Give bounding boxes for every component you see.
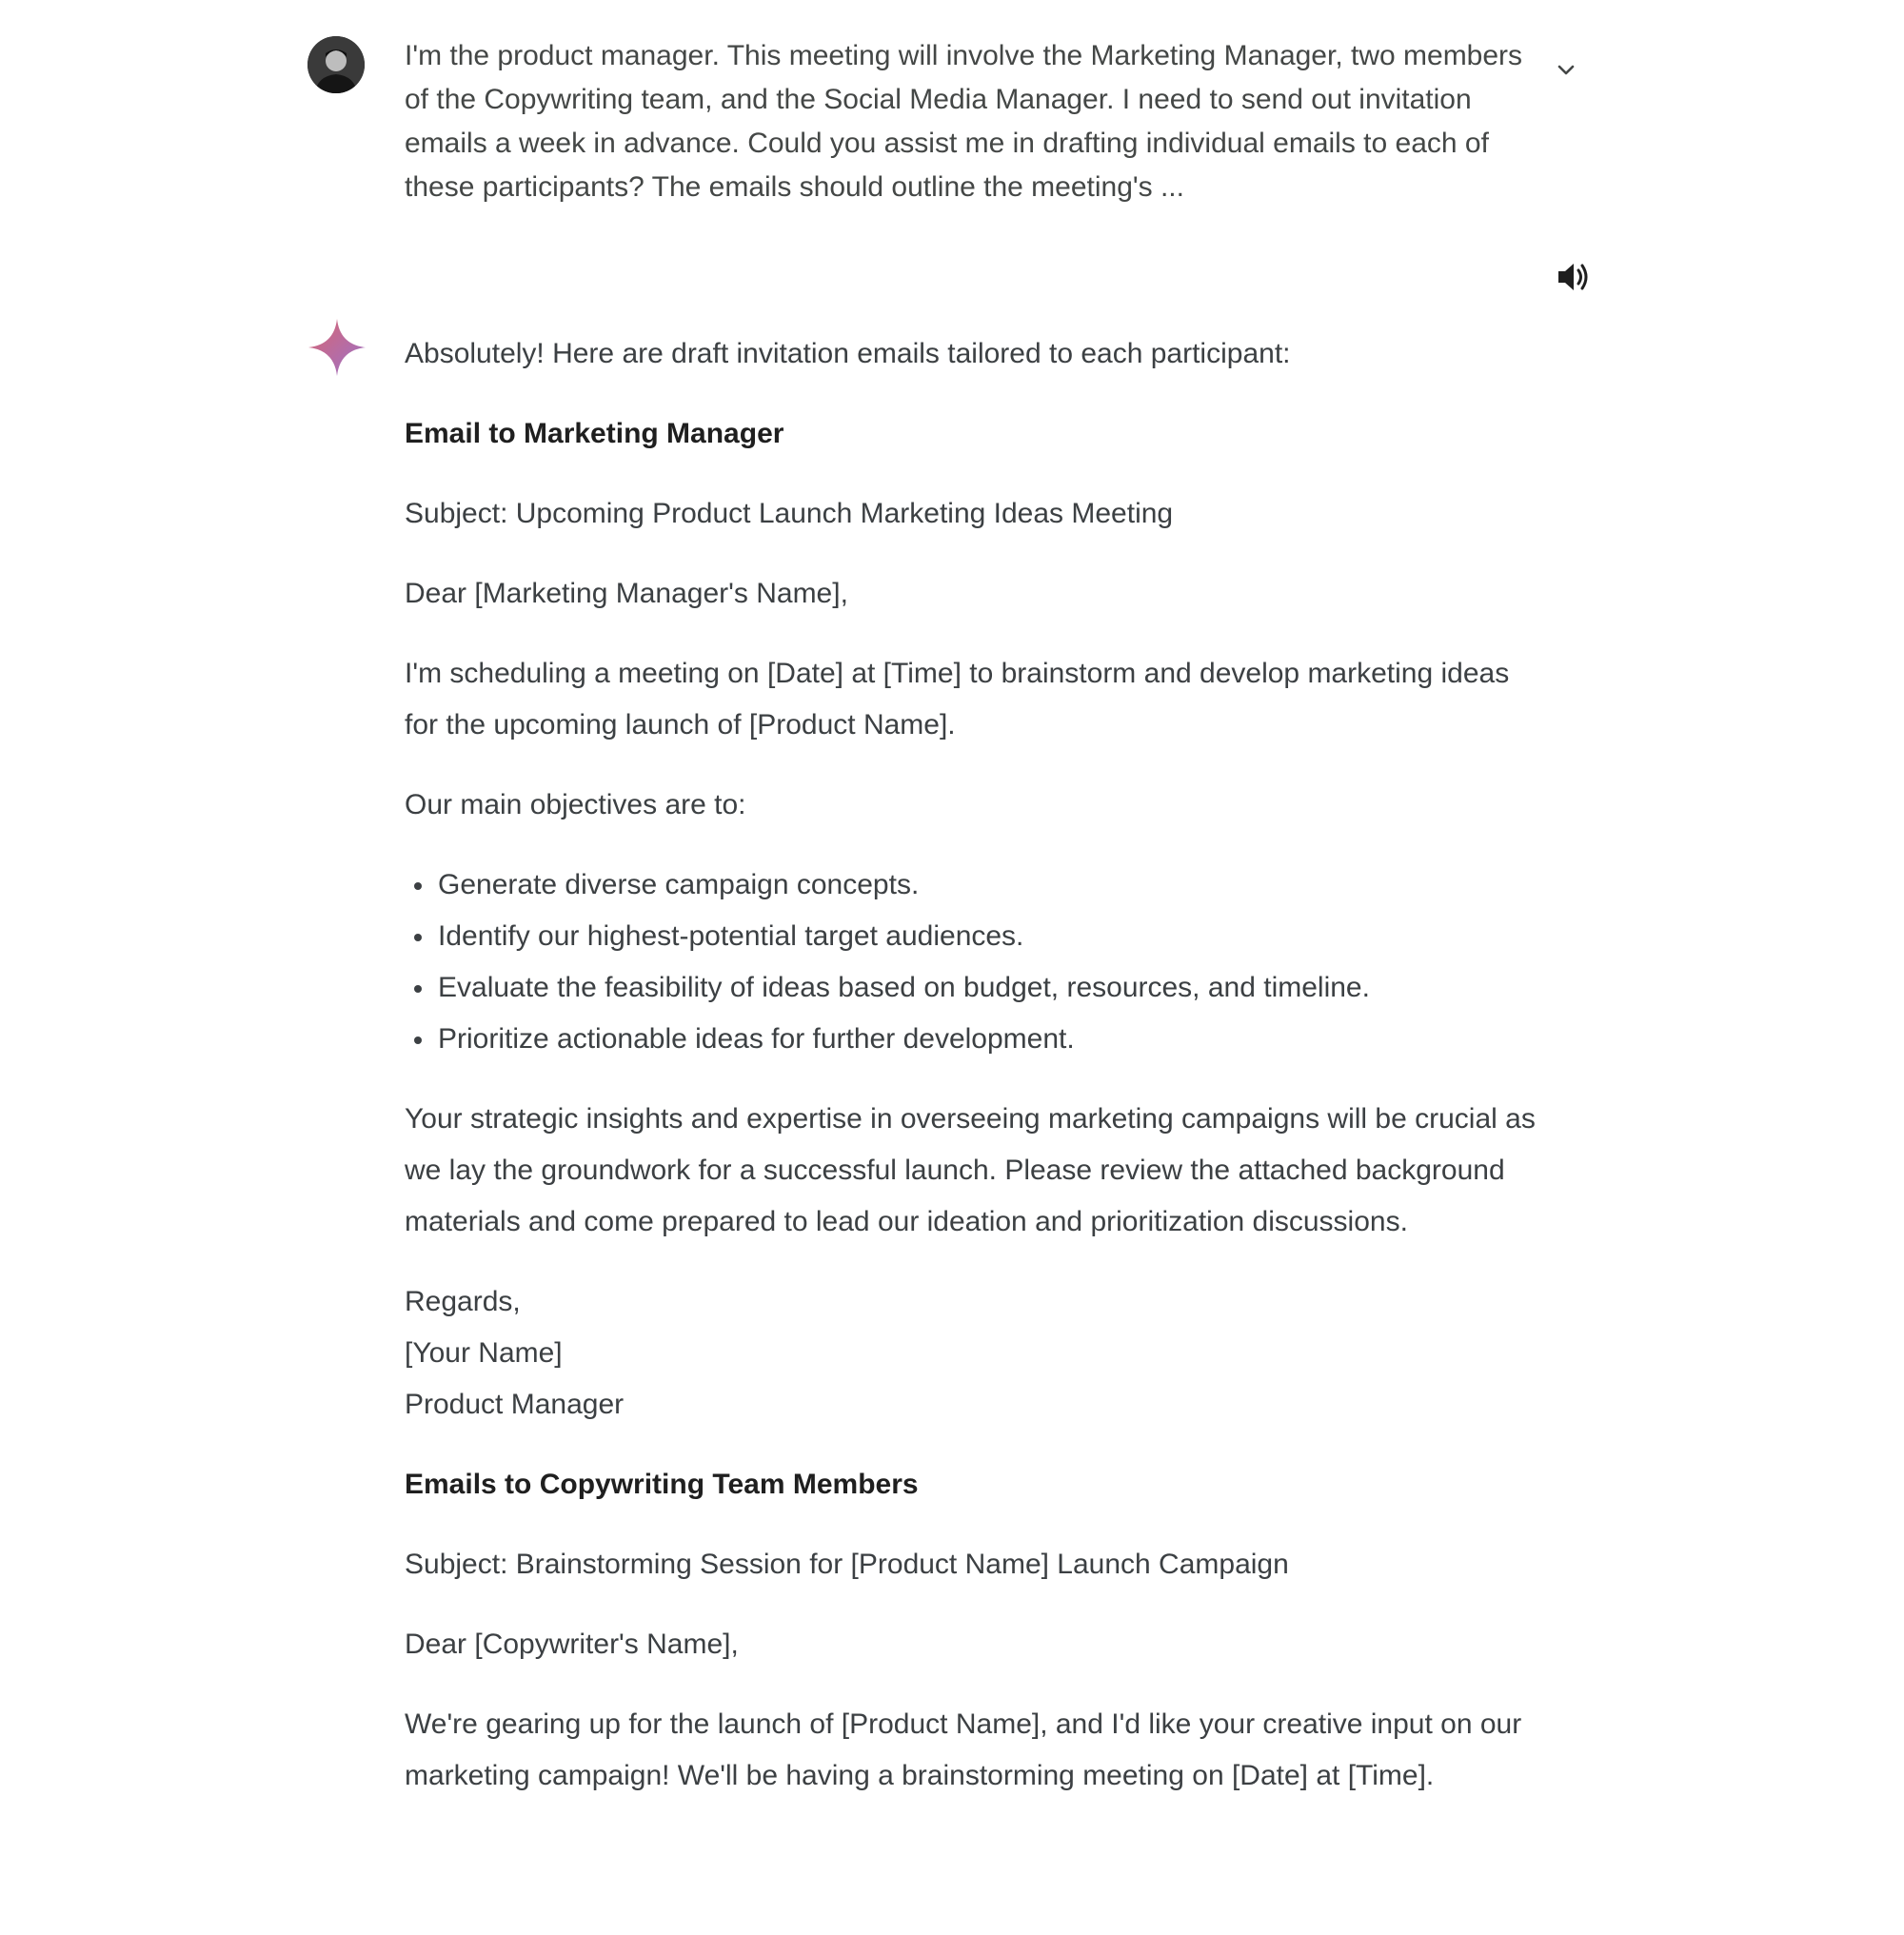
list-item: Identify our highest-potential target audiences. [438, 911, 1547, 962]
email2-paragraph: We're gearing up for the launch of [Product Name], and I'd like your creative input on our marketing campaign! We'll be having a brainstorming meeting on [Date] at [Time]. [405, 1708, 1522, 1791]
email2-subject: Subject: Brainstorming Session for [Product Name] Launch Campaign [405, 1549, 1289, 1580]
email1-sender-title: Product Manager [405, 1389, 625, 1420]
email1-heading: Email to Marketing Manager [405, 418, 784, 449]
expand-prompt-button[interactable] [1547, 51, 1585, 89]
speaker-icon [1555, 260, 1593, 294]
email1-paragraph: I'm scheduling a meeting on [Date] at [Time] to brainstorm and develop marketing ideas for the upcoming launch of [Product Name]. [405, 658, 1510, 740]
email1-sender-name: [Your Name] [405, 1337, 563, 1369]
email1-objectives-intro: Our main objectives are to: [405, 789, 746, 820]
email1-signoff: Regards, [405, 1286, 521, 1317]
response-intro: Absolutely! Here are draft invitation emails tailored to each participant: [405, 338, 1291, 369]
email1-paragraph-2: Your strategic insights and expertise in overseeing marketing campaigns will be crucial as we lay the groundwork for a successful launch. Please review the attached background materials and come prepared to lead our ideation and prioritization discussions. [405, 1103, 1536, 1237]
email1-objectives-list [405, 859, 1547, 1065]
email2-heading: Emails to Copywriting Team Members [405, 1469, 919, 1500]
gemini-sparkle-icon [307, 317, 367, 378]
email1-signature [405, 1276, 1547, 1431]
assistant-response [405, 328, 1547, 1802]
avatar-image [307, 36, 365, 93]
list-item: Generate diverse campaign concepts. [438, 859, 1547, 911]
email1-greeting: Dear [Marketing Manager's Name], [405, 578, 848, 609]
user-avatar [307, 36, 365, 93]
user-prompt-text: I'm the product manager. This meeting will involve the Marketing Manager, two members of the Copywriting team, and the Social Media Manager. I need to send out invitation emails a week in advance. Could you assist me in drafting individual emails to each of these participants? The emails should outline the meeting's ... [405, 40, 1523, 203]
email2-greeting: Dear [Copywriter's Name], [405, 1629, 739, 1660]
email1-subject: Subject: Upcoming Product Launch Marketing Ideas Meeting [405, 498, 1174, 529]
list-item: Prioritize actionable ideas for further development. [438, 1014, 1547, 1065]
read-aloud-button[interactable] [1550, 253, 1597, 301]
chevron-down-icon [1555, 59, 1577, 82]
list-item: Evaluate the feasibility of ideas based on budget, resources, and timeline. [438, 962, 1547, 1014]
